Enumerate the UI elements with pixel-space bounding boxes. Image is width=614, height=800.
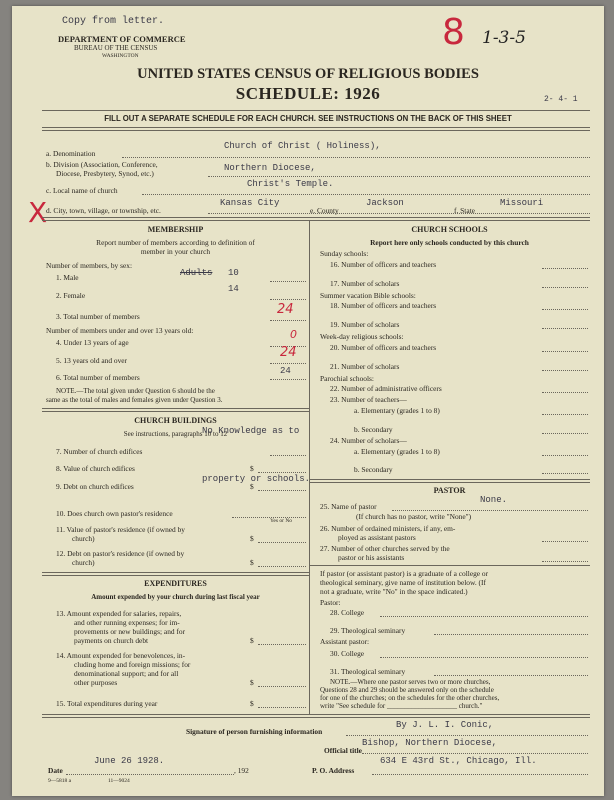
- q26-label: 26. Number of ordained ministers, if any, em-: [320, 524, 456, 533]
- handwritten-code: 1-3-5: [482, 28, 526, 48]
- instructions-line: FILL OUT A SEPARATE SCHEDULE FOR EACH CHURCH. SEE INSTRUCTIONS ON THE BACK OF THIS SHEET: [104, 114, 512, 123]
- q13-label-4: payments on church debt: [74, 636, 149, 645]
- official-title-label: Official title: [324, 746, 362, 755]
- q4-under13-label: 4. Under 13 years of age: [56, 338, 129, 347]
- q14-label: 14. Amount expended for benevolences, in-: [56, 651, 186, 660]
- q17-label: 17. Number of scholars: [330, 279, 400, 288]
- age-header: Number of members under and over 13 years old:: [46, 326, 194, 335]
- q11-label-2: church): [72, 534, 95, 543]
- q9-label: 9. Debt on church edifices: [56, 482, 134, 491]
- q24-label: 24. Number of scholars—: [330, 436, 407, 445]
- pastor-note-4: write "See schedule for ____________________ church.": [320, 702, 483, 710]
- q9-dollar: $: [250, 482, 254, 491]
- schedule-title: SCHEDULE: 1926: [235, 84, 381, 103]
- city-value[interactable]: Kansas City: [220, 198, 280, 208]
- q23-label: 23. Number of teachers—: [330, 395, 407, 404]
- q13-label-2: and other running expenses; for im-: [74, 618, 180, 627]
- bureau-city: WASHINGTON: [102, 53, 139, 59]
- q11-dollar: $: [250, 534, 254, 543]
- q25-note: (If church has no pastor, write "None"): [356, 512, 472, 521]
- expenditures-heading: EXPENDITURES: [144, 579, 207, 588]
- bureau-name: BUREAU OF THE CENSUS: [74, 44, 158, 52]
- expenditures-sub: Amount expended by your church during last fiscal year: [91, 593, 260, 601]
- membership-heading: MEMBERSHIP: [147, 225, 204, 234]
- q12-label: 12. Debt on pastor's residence (if owned by: [56, 549, 185, 558]
- q14-label-2: cluding home and foreign missions; for: [74, 660, 191, 669]
- form-number: 9—5818 a: [48, 778, 72, 784]
- q13-dollar: $: [250, 636, 254, 645]
- red-number-mark: 8: [442, 12, 465, 53]
- q3-total-value[interactable]: 24: [277, 302, 294, 317]
- parochial-schools-label: Parochial schools:: [320, 374, 374, 383]
- buildings-typed-note-2[interactable]: property or schools.: [202, 474, 311, 484]
- q27-label-2: pastor or his assistants: [338, 553, 405, 562]
- membership-intro-2: member in your church: [140, 247, 211, 256]
- pastor-note-3: for one of the churches; on the schedules for the other churches,: [320, 694, 500, 702]
- q11-label: 11. Value of pastor's residence (if owned by: [56, 525, 185, 534]
- denomination-label: a. Denomination: [46, 149, 96, 158]
- yes-no-hint: Yes or No: [270, 518, 293, 524]
- q13-label: 13. Amount expended for salaries, repairs,: [56, 609, 182, 618]
- q18-label: 18. Number of officers and teachers: [330, 301, 437, 310]
- membership-note-2: same as the total of males and females given under Question 3.: [46, 396, 223, 404]
- state-label: f. State: [454, 206, 475, 215]
- q23b-label: b. Secondary: [354, 425, 393, 434]
- pastor-heading: PASTOR: [433, 486, 466, 495]
- q22-label: 22. Number of administrative officers: [330, 384, 442, 393]
- official-title-value[interactable]: Bishop, Northern Diocese,: [362, 738, 498, 748]
- q15-dollar: $: [250, 699, 254, 708]
- denomination-value[interactable]: Church of Christ ( Holiness),: [224, 141, 381, 151]
- buildings-sub: See instructions, paragraphs 10 to 12: [123, 430, 228, 438]
- form-title: UNITED STATES CENSUS OF RELIGIOUS BODIES: [137, 66, 479, 82]
- pastor-subheading: Pastor:: [320, 598, 341, 607]
- q6-total-label: 6. Total number of members: [56, 373, 140, 382]
- q7-label: 7. Number of church edifices: [56, 447, 143, 456]
- po-address-value[interactable]: 634 E 43rd St., Chicago, Ill.: [380, 756, 537, 766]
- local-name-label: c. Local name of church: [46, 186, 118, 195]
- pastor-note-2: Questions 28 and 29 should be answered only on the schedule: [320, 686, 494, 694]
- membership-intro: Report number of members according to definition of: [96, 238, 255, 247]
- form-code: 2- 4- 1: [544, 95, 578, 104]
- schools-intro: Report here only schools conducted by this church: [370, 238, 529, 247]
- q5-over13-value[interactable]: 24: [280, 345, 297, 360]
- date-label: Date: [48, 766, 63, 775]
- division-label: b. Division (Association, Conference,: [46, 160, 158, 169]
- q4-under13-value[interactable]: 0: [290, 328, 297, 341]
- state-value[interactable]: Missouri: [500, 198, 544, 208]
- county-value[interactable]: Jackson: [366, 198, 404, 208]
- q14-label-3: denominational support; and for all: [74, 669, 179, 678]
- q24a-label: a. Elementary (grades 1 to 8): [354, 447, 440, 456]
- summer-schools-label: Summer vacation Bible schools:: [320, 291, 416, 300]
- signature-label: Signature of person furnishing information: [186, 727, 323, 736]
- q19-label: 19. Number of scholars: [330, 320, 400, 329]
- q12-label-2: church): [72, 558, 95, 567]
- division-value[interactable]: Northern Diocese,: [224, 163, 316, 173]
- q14-label-4: other purposes: [74, 678, 118, 687]
- weekday-schools-label: Week-day religious schools:: [320, 332, 404, 341]
- q24b-label: b. Secondary: [354, 465, 393, 474]
- schools-heading: CHURCH SCHOOLS: [411, 225, 488, 234]
- signature-value[interactable]: By J. L. I. Conic,: [396, 720, 494, 730]
- membership-note: NOTE.—The total given under Question 6 should be the: [56, 387, 215, 395]
- q21-label: 21. Number of scholars: [330, 362, 400, 371]
- graduate-instructions-2: theological seminary, give name of institution below. (If: [320, 578, 486, 587]
- q8-label: 8. Value of church edifices: [56, 464, 135, 473]
- q6-total-value[interactable]: 24: [280, 366, 291, 376]
- q3-total-label: 3. Total number of members: [56, 312, 140, 321]
- assistant-pastor-subheading: Assistant pastor:: [320, 637, 370, 646]
- q1-male-label: 1. Male: [56, 273, 79, 282]
- q12-dollar: $: [250, 558, 254, 567]
- sunday-schools-label: Sunday schools:: [320, 249, 369, 258]
- census-schedule-sheet: [12, 6, 604, 796]
- date-year-suffix: , 192: [234, 766, 249, 775]
- q28-label: 28. College: [330, 608, 365, 617]
- q16-label: 16. Number of officers and teachers: [330, 260, 437, 269]
- graduate-instructions-3: not a graduate, write "No" in the space indicated.): [320, 587, 468, 596]
- q13-label-3: provements or new buildings; and for: [74, 627, 186, 636]
- q25-pastor-value[interactable]: None.: [480, 495, 508, 505]
- red-x-mark: X: [28, 196, 48, 229]
- county-label: e. County: [310, 206, 339, 215]
- pastor-note: NOTE.—Where one pastor serves two or more churches,: [330, 678, 491, 686]
- q5-over13-label: 5. 13 years old and over: [56, 356, 128, 365]
- po-address-label: P. O. Address: [312, 766, 355, 775]
- division-label-2: Diocese, Presbytery, Synod, etc.): [56, 169, 154, 178]
- q23a-label: a. Elementary (grades 1 to 8): [354, 406, 440, 415]
- q1-struck-word: Adults: [180, 268, 213, 278]
- q1-male-value[interactable]: 10: [228, 268, 239, 278]
- buildings-typed-note[interactable]: No Knowledge as to: [202, 426, 300, 436]
- q29-label: 29. Theological seminary: [330, 626, 406, 635]
- local-name-value[interactable]: Christ's Temple.: [247, 179, 334, 189]
- q2-female-value[interactable]: 14: [228, 284, 239, 294]
- date-value[interactable]: June 26 1928.: [94, 756, 165, 766]
- q8-dollar: $: [250, 464, 254, 473]
- q26-label-2: ployed as assistant pastors: [338, 533, 416, 542]
- q14-dollar: $: [250, 678, 254, 687]
- by-sex-label: Number of members, by sex:: [46, 261, 132, 270]
- q30-label: 30. College: [330, 649, 365, 658]
- q27-label: 27. Number of other churches served by the: [320, 544, 450, 553]
- copy-note: Copy from letter.: [62, 16, 165, 27]
- form-number-2: 11—9024: [108, 778, 130, 784]
- q15-label: 15. Total expenditures during year: [56, 699, 158, 708]
- q2-female-label: 2. Female: [56, 291, 86, 300]
- city-label: d. City, town, village, or township, etc.: [46, 206, 161, 215]
- q10-label: 10. Does church own pastor's residence: [56, 509, 173, 518]
- q25-label: 25. Name of pastor: [320, 502, 377, 511]
- graduate-instructions: If pastor (or assistant pastor) is a graduate of a college or: [320, 569, 489, 578]
- q20-label: 20. Number of officers and teachers: [330, 343, 437, 352]
- department-name: DEPARTMENT OF COMMERCE: [58, 34, 186, 44]
- buildings-heading: CHURCH BUILDINGS: [134, 416, 217, 425]
- q31-label: 31. Theological seminary: [330, 667, 406, 676]
